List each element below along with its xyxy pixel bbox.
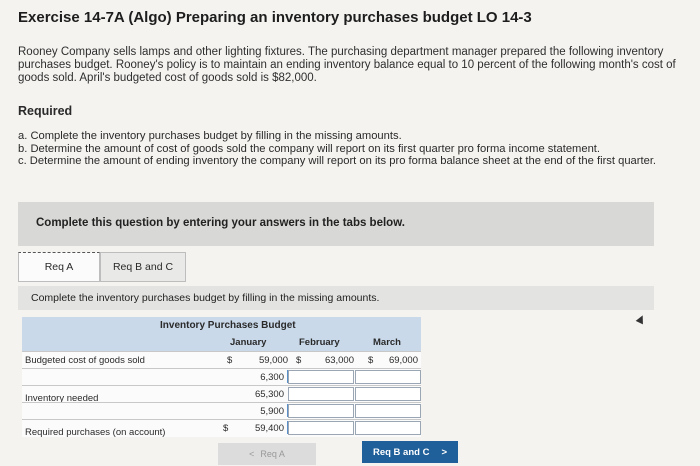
prev-req-a-button[interactable] — [218, 443, 316, 465]
budget-title-row — [22, 317, 421, 334]
cogs-march: 69,000 — [388, 355, 418, 366]
tab-bar — [18, 252, 654, 282]
dollar-sign: $ — [227, 355, 233, 366]
budget-title: Inventory Purchases Budget — [160, 320, 296, 331]
inventory-needed-february-input[interactable] — [288, 387, 354, 401]
table-row — [22, 419, 421, 437]
instruction-text: Complete the inventory purchases budget by filling in the missing amounts. — [31, 292, 380, 304]
inventory-needed-march-input[interactable] — [355, 387, 421, 401]
row2-january: 6,300 — [260, 372, 284, 383]
row4-february-input[interactable] — [288, 404, 354, 418]
prev-button-label: Req A — [260, 449, 285, 459]
tab-req-a[interactable]: Req A — [18, 252, 100, 282]
table-row — [22, 368, 421, 386]
required-heading: Required — [18, 104, 73, 118]
month-header-january: January — [230, 337, 267, 348]
cogs-february: 63,000 — [324, 355, 354, 366]
requirement-a: a. Complete the inventory purchases budget by filling in the missing amounts. — [18, 130, 402, 142]
panel-text: Complete this question by entering your answers in the tabs below. — [36, 217, 405, 229]
requirement-c: c. Determine the amount of ending inventory the company will report on its pro forma balance sheet at the end of the first quarter. — [18, 155, 657, 167]
intro-paragraph: Rooney Company sells lamps and other lighting fixtures. The purchasing department manager prepared the following inventory purchases budget. Rooney's policy is to maintain an ending inventory balance equal to 10 percent of the following month's cost of goods sold. April's budgeted cost of goods sold is $82,000. — [18, 46, 676, 84]
inventory-budget-table — [22, 317, 421, 437]
requirement-b: b. Determine the amount of cost of goods sold the company will report on its first quarter pro forma income statement. — [18, 142, 601, 155]
next-req-b-and-c-button[interactable] — [362, 441, 458, 463]
row-label-cogs: Budgeted cost of goods sold — [25, 355, 145, 366]
cogs-january: 59,000 — [258, 355, 288, 366]
next-button-label: Req B and C — [372, 446, 430, 458]
mouse-cursor-icon — [636, 314, 647, 325]
dollar-sign: $ — [296, 355, 302, 366]
inventory-needed-january: 65,300 — [254, 389, 284, 400]
table-row — [22, 351, 421, 369]
required-purchases-january: 59,400 — [254, 423, 284, 434]
requirements-list — [18, 130, 693, 168]
row2-february-input[interactable] — [288, 370, 354, 384]
exercise-title: Exercise 14-7A (Algo) Preparing an inventory purchases budget LO 14-3 — [18, 9, 532, 26]
tab-req-b-and-c[interactable]: Req B and C — [100, 252, 186, 282]
instruction-bar — [18, 286, 654, 310]
dollar-sign: $ — [368, 355, 374, 366]
instructions-panel — [18, 202, 654, 246]
row2-march-input[interactable] — [355, 370, 421, 384]
row-label-required-purchases: Required purchases (on account) — [25, 427, 166, 438]
month-header-march: March — [373, 337, 401, 348]
required-purchases-march-input[interactable] — [355, 421, 421, 435]
required-purchases-february-input[interactable] — [288, 421, 354, 435]
table-row — [22, 402, 421, 420]
chevron-right-icon: > — [441, 446, 448, 458]
chevron-left-icon: < — [249, 449, 255, 459]
row4-january: 5,900 — [260, 406, 284, 417]
dollar-sign: $ — [223, 423, 229, 434]
month-header-row — [22, 334, 421, 351]
row4-march-input[interactable] — [355, 404, 421, 418]
table-row — [22, 385, 421, 403]
row-label-inventory-needed: Inventory needed — [25, 393, 99, 404]
month-header-february: February — [299, 337, 340, 348]
